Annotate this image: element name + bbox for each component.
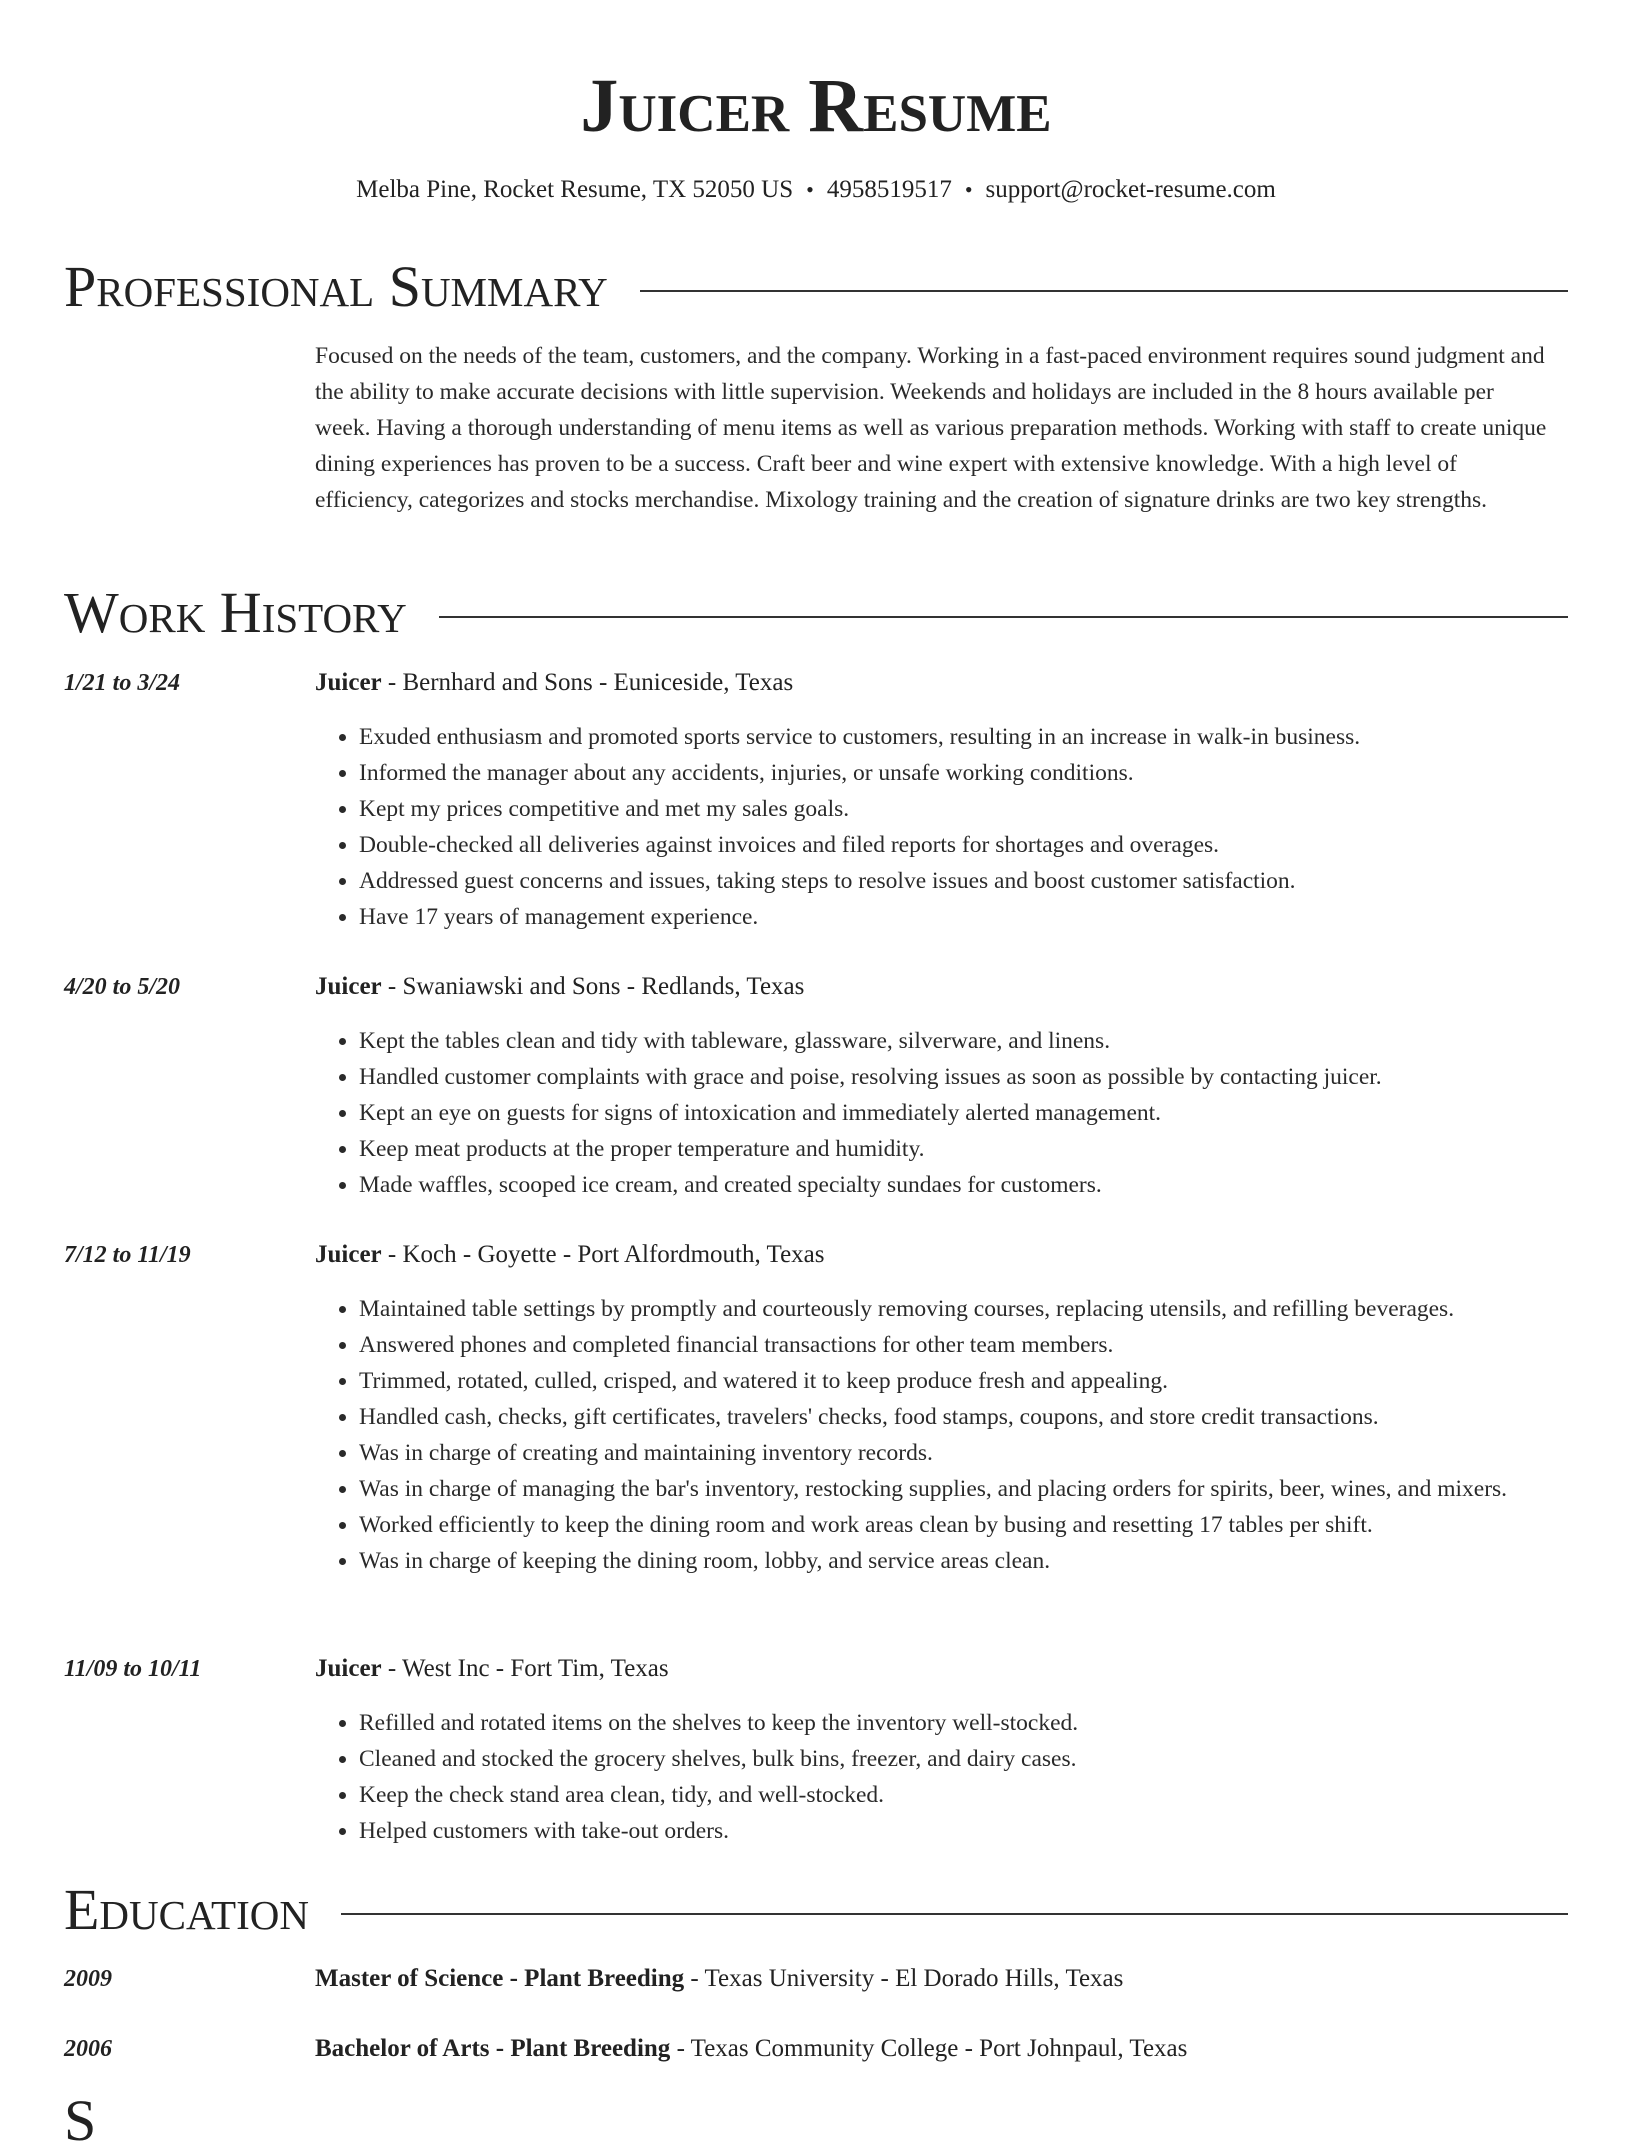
job-dates: 1/21 to 3/24 — [64, 670, 181, 696]
job-heading — [315, 665, 793, 701]
job-details: - Bernhard and Sons - Euniceside, Texas — [381, 669, 794, 696]
job-bullet: • Exuded enthusiasm and promoted sports service to customers, resulting in an increase in walk-in business. — [359, 719, 1604, 755]
education-entry — [64, 1961, 1568, 1997]
job-bullet: • Double-checked all deliveries against invoices and filed reports for shortages and overages. — [359, 827, 1604, 863]
education-heading-line — [315, 2031, 1187, 2067]
job-bullet: • Helped customers with take-out orders. — [359, 1813, 1604, 1849]
job-dates: 4/20 to 5/20 — [64, 974, 181, 1000]
contact-email: support@rocket-resume.com — [985, 176, 1276, 203]
education-heading-line — [315, 1961, 1123, 1997]
job-bullet: • Maintained table settings by promptly and courteously removing courses, replacing utensils, and refilling beverages. — [359, 1291, 1604, 1327]
job-heading — [315, 1651, 669, 1687]
contact-line — [0, 172, 1632, 208]
section-divider — [640, 290, 1568, 292]
summary-heading: Professional Summary — [64, 254, 608, 319]
job-details: - West Inc - Fort Tim, Texas — [381, 1655, 669, 1682]
job-dates: 11/09 to 10/11 — [64, 1656, 202, 1682]
job-bullet: • Was in charge of keeping the dining room, lobby, and service areas clean. — [359, 1543, 1604, 1579]
job-title: Juicer — [315, 1655, 382, 1682]
job-title: Juicer — [315, 1241, 382, 1268]
job-bullet: • Have 17 years of management experience. — [359, 899, 1604, 935]
job-bullet: • Made waffles, scooped ice cream, and created specialty sundaes for customers. — [359, 1167, 1604, 1203]
summary-section-heading — [64, 252, 1568, 322]
job-bullets — [315, 719, 1604, 935]
job-heading — [315, 1237, 825, 1273]
next-section-heading-partial: S — [64, 2088, 97, 2153]
job-bullet: • Refilled and rotated items on the shelves to keep the inventory well-stocked. — [359, 1705, 1604, 1741]
job-bullet: • Cleaned and stocked the grocery shelves, bulk bins, freezer, and dairy cases. — [359, 1741, 1604, 1777]
job-bullet: • Keep meat products at the proper temperature and humidity. — [359, 1131, 1604, 1167]
resume-title: Juicer Resume — [580, 64, 1052, 148]
education-degree: Master of Science - Plant Breeding — [315, 1965, 685, 1992]
education-year: 2006 — [64, 2036, 112, 2062]
summary-text: Focused on the needs of the team, customers, and the company. Working in a fast-paced environment requires sound judgment and the ability to make accurate decisions with little supervision. Weekends and holidays are included in the 8 hours available per week. Having a thorough understanding of menu items as well as various preparation methods. Working with staff to create unique dining experiences has proven to be a success. Craft beer and wine expert with extensive knowledge. With a high level of efficiency, categorizes and stocks merchandise. Mixology training and the creation of signature drinks are two key strengths. — [315, 343, 1547, 513]
job-title: Juicer — [315, 669, 382, 696]
job-heading — [315, 969, 804, 1005]
job-bullet: • Answered phones and completed financial transactions for other team members. — [359, 1327, 1604, 1363]
job-details: - Koch - Goyette - Port Alfordmouth, Texas — [381, 1241, 825, 1268]
job-bullet: • Kept an eye on guests for signs of intoxication and immediately alerted management. — [359, 1095, 1604, 1131]
job-bullet: • Informed the manager about any accidents, injuries, or unsafe working conditions. — [359, 755, 1604, 791]
job-bullet: • Kept my prices competitive and met my sales goals. — [359, 791, 1604, 827]
job-dates: 7/12 to 11/19 — [64, 1242, 191, 1268]
job-bullet: • Keep the check stand area clean, tidy, and well-stocked. — [359, 1777, 1604, 1813]
section-divider — [439, 616, 1568, 618]
job-bullet: • Was in charge of managing the bar's inventory, restocking supplies, and placing orders for spirits, beer, wines, and mixers. — [359, 1471, 1604, 1507]
job-title: Juicer — [315, 973, 382, 1000]
contact-address: Melba Pine, Rocket Resume, TX 52050 US — [356, 176, 794, 203]
education-degree: Bachelor of Arts - Plant Breeding — [315, 2035, 671, 2062]
job-bullets — [315, 1705, 1604, 1849]
education-details: - Texas University - El Dorado Hills, Texas — [684, 1965, 1124, 1992]
section-divider — [341, 1913, 1568, 1915]
contact-phone: 4958519517 — [826, 176, 952, 203]
education-heading: Education — [64, 1877, 309, 1942]
job-bullet: • Trimmed, rotated, culled, crisped, and watered it to keep produce fresh and appealing. — [359, 1363, 1604, 1399]
job-bullet: • Addressed guest concerns and issues, taking steps to resolve issues and boost customer satisfaction. — [359, 863, 1604, 899]
education-year: 2009 — [64, 1966, 112, 1992]
contact-separator: • — [964, 177, 973, 202]
job-details: - Swaniawski and Sons - Redlands, Texas — [381, 973, 805, 1000]
job-bullets — [315, 1023, 1604, 1203]
job-bullet: • Worked efficiently to keep the dining room and work areas clean by busing and resetting 17 tables per shift. — [359, 1507, 1604, 1543]
job-bullets — [315, 1291, 1604, 1579]
work-section-heading — [64, 578, 1568, 648]
job-bullet: • Handled cash, checks, gift certificates, travelers' checks, food stamps, coupons, and store credit transactions. — [359, 1399, 1604, 1435]
education-details: - Texas Community College - Port Johnpaul, Texas — [670, 2035, 1188, 2062]
education-entry — [64, 2031, 1568, 2067]
job-bullet: • Was in charge of creating and maintaining inventory records. — [359, 1435, 1604, 1471]
work-heading: Work History — [64, 580, 407, 645]
job-bullet: • Handled customer complaints with grace and poise, resolving issues as soon as possible by contacting juicer. — [359, 1059, 1604, 1095]
job-bullet: • Kept the tables clean and tidy with tableware, glassware, silverware, and linens. — [359, 1023, 1604, 1059]
education-section-heading — [64, 1875, 1568, 1945]
contact-separator: • — [806, 177, 814, 202]
